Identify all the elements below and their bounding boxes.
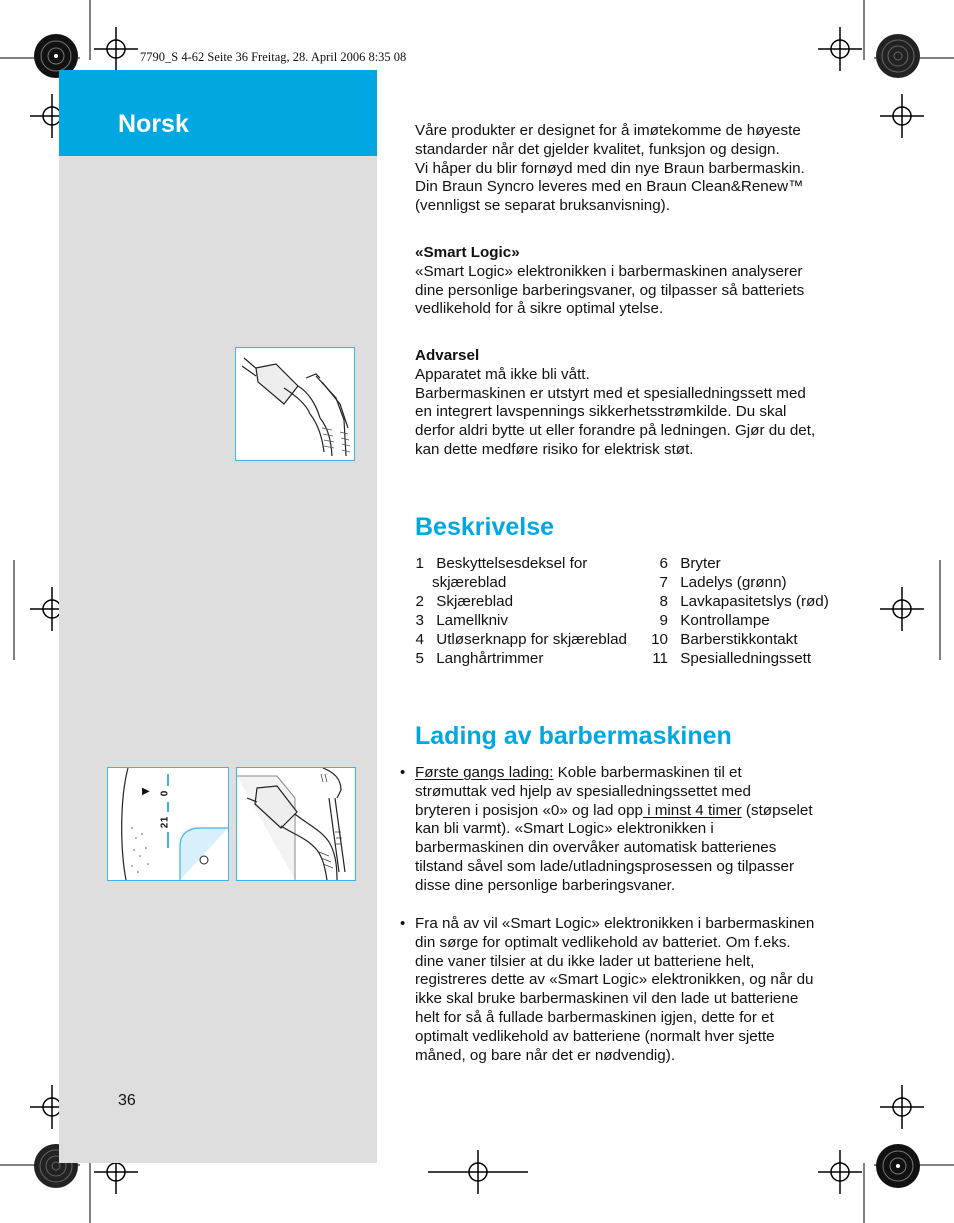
bullet-1-line-text: (støpselet bbox=[741, 801, 813, 819]
parts-list-item bbox=[415, 555, 587, 574]
switch-position-2: 2 bbox=[159, 822, 171, 829]
switch-position-0: 0 bbox=[159, 790, 171, 797]
intro-line: standarder når det gjelder kvalitet, funksjon og design. bbox=[415, 140, 780, 158]
parts-list-item bbox=[646, 650, 811, 669]
item-number: 1 bbox=[415, 555, 424, 572]
smart-logic-line: «Smart Logic» elektronikken i barbermaskinen analyserer bbox=[415, 262, 803, 280]
switch-position-1: 1 bbox=[159, 816, 171, 823]
intro-line: (vennligst se separat bruksanvisning). bbox=[415, 197, 670, 215]
plug-cord-illustration bbox=[235, 347, 355, 461]
item-label: Lamellkniv bbox=[436, 612, 508, 629]
advarsel-line: Apparatet må ikke bli vått. bbox=[415, 365, 590, 383]
bullet-1-line: tilstand såvel som lade/utladningsprosessen og tilpasser bbox=[415, 857, 795, 875]
item-label: Kontrollampe bbox=[680, 612, 770, 629]
bullet-1-line-text: Koble barbermaskinen til et bbox=[553, 764, 742, 781]
left-gray-column bbox=[59, 70, 377, 1163]
item-label: Ladelys (grønn) bbox=[680, 574, 787, 591]
charging-plug-illustration bbox=[236, 767, 356, 881]
parts-list-item bbox=[646, 574, 787, 593]
intro-line: Vi håper du blir fornøyd med din nye Braun barbermaskin. bbox=[415, 159, 805, 177]
parts-list-item bbox=[415, 612, 508, 631]
item-number: 2 bbox=[415, 593, 424, 610]
language-tab bbox=[59, 70, 377, 156]
advarsel-line: Barbermaskinen er utstyrt med et spesialledningssett med bbox=[415, 384, 806, 402]
smart-logic-line: dine personlige barberingsvaner, og tilpasser så batteriets bbox=[415, 281, 805, 299]
smart-logic-section bbox=[415, 244, 845, 319]
first-charge-label: Første gangs lading: bbox=[415, 764, 554, 781]
language-title: Norsk bbox=[118, 110, 189, 138]
item-number: 5 bbox=[415, 650, 424, 667]
bullet-2-line: din sørge for optimalt vedlikehold av batteriet. Om f.eks. bbox=[415, 933, 791, 951]
parts-list-item bbox=[415, 593, 513, 612]
advarsel-section bbox=[415, 347, 845, 460]
page-number: 36 bbox=[118, 1092, 136, 1109]
intro-line: Din Braun Syncro leveres med en Braun Clean&Renew™ bbox=[415, 178, 804, 196]
bullet-2-line: måned, og bare når det er nødvendig). bbox=[415, 1046, 676, 1064]
intro-paragraph bbox=[415, 122, 845, 216]
item-label: Spesialledningssett bbox=[680, 650, 812, 667]
item-label: Utløserknapp for skjæreblad bbox=[436, 631, 627, 648]
item-label: Beskyttelsesdeksel for bbox=[436, 555, 588, 572]
bullet-2-line: dine vaner tilsier at du ikke lader ut batteriene helt, bbox=[415, 952, 755, 970]
bullet-1-line: disse dine personlige barberingsvaner. bbox=[415, 876, 676, 894]
bullet-marker: • bbox=[400, 915, 406, 932]
bullet-2-line: helt for så å fullade barbermaskinen igjen, dette for et bbox=[415, 1008, 774, 1026]
bullet-1-line bbox=[415, 802, 845, 821]
bullet-1-line bbox=[415, 764, 845, 783]
item-label-continued: skjæreblad bbox=[432, 574, 507, 591]
item-number: 6 bbox=[659, 555, 668, 572]
bullet-1-line: barbermaskinen din overvåker automatisk batterienes bbox=[415, 839, 777, 857]
parts-list-item bbox=[415, 650, 543, 669]
advarsel-line: kan dette medføre risiko for elektrisk støt. bbox=[415, 440, 694, 458]
smart-logic-heading: «Smart Logic» bbox=[415, 244, 520, 261]
item-label: Skjæreblad bbox=[436, 593, 514, 610]
item-label: Bryter bbox=[680, 555, 721, 572]
parts-list-item bbox=[646, 612, 770, 631]
item-number: 4 bbox=[415, 631, 424, 648]
item-number: 7 bbox=[659, 574, 668, 591]
bullet-1-line: kan bli varmt). «Smart Logic» elektronikken i bbox=[415, 820, 714, 838]
item-label: Barberstikkontakt bbox=[680, 631, 798, 648]
lading-bullet-1 bbox=[415, 764, 845, 896]
parts-list-item bbox=[646, 555, 721, 574]
shaver-switch-illustration bbox=[107, 767, 229, 881]
bullet-1-line-text: bryteren i posisjon «0» og lad opp bbox=[415, 801, 643, 819]
charging-plug-drawing bbox=[237, 768, 355, 880]
parts-list-item bbox=[415, 631, 627, 650]
item-label: Lavkapasitetslys (rød) bbox=[680, 593, 829, 610]
bullet-marker: • bbox=[400, 764, 406, 781]
parts-list-item bbox=[646, 593, 829, 612]
bullet-2-line: ikke skal bruke barbermaskinen vil den lade ut batteriene bbox=[415, 990, 799, 1008]
beskrivelse-heading: Beskrivelse bbox=[415, 513, 555, 541]
parts-list-item bbox=[646, 631, 798, 650]
bullet-2-line: registreres dette av «Smart Logic» elektronikken, og når du bbox=[415, 971, 814, 989]
lading-bullet-2 bbox=[415, 915, 845, 1065]
bullet-2-line: optimalt vedlikehold av batteriene (normalt hver sjette bbox=[415, 1027, 775, 1045]
advarsel-line: en integrert lavspennings sikkerhetsstrømkilde. Du skal bbox=[415, 403, 787, 421]
print-slug: 7790_S 4-62 Seite 36 Freitag, 28. April 2006 8:35 08 bbox=[140, 50, 407, 64]
advarsel-heading: Advarsel bbox=[415, 347, 480, 364]
plug-cord-drawing bbox=[236, 348, 354, 460]
item-number: 11 bbox=[652, 650, 668, 667]
min-4-hours-label: i minst 4 timer bbox=[642, 801, 742, 819]
intro-line: Våre produkter er designet for å imøtekomme de høyeste bbox=[415, 122, 801, 139]
smart-logic-line: vedlikehold for å sikre optimal ytelse. bbox=[415, 300, 664, 318]
item-label: Langhårtrimmer bbox=[436, 650, 544, 667]
item-number: 10 bbox=[651, 631, 668, 648]
item-number: 9 bbox=[659, 612, 668, 629]
item-number: 8 bbox=[659, 593, 668, 610]
lading-heading: Lading av barbermaskinen bbox=[415, 722, 732, 750]
bullet-2-line: Fra nå av vil «Smart Logic» elektronikken i barbermaskinen bbox=[415, 915, 815, 932]
item-number: 3 bbox=[415, 612, 424, 629]
advarsel-line: derfor aldri bytte ut eller forandre på ledningen. Gjør du det, bbox=[415, 422, 816, 440]
bullet-1-line: strømuttak ved hjelp av spesialledningssettet med bbox=[415, 782, 751, 800]
switch-arrow: ▶ bbox=[142, 786, 150, 797]
